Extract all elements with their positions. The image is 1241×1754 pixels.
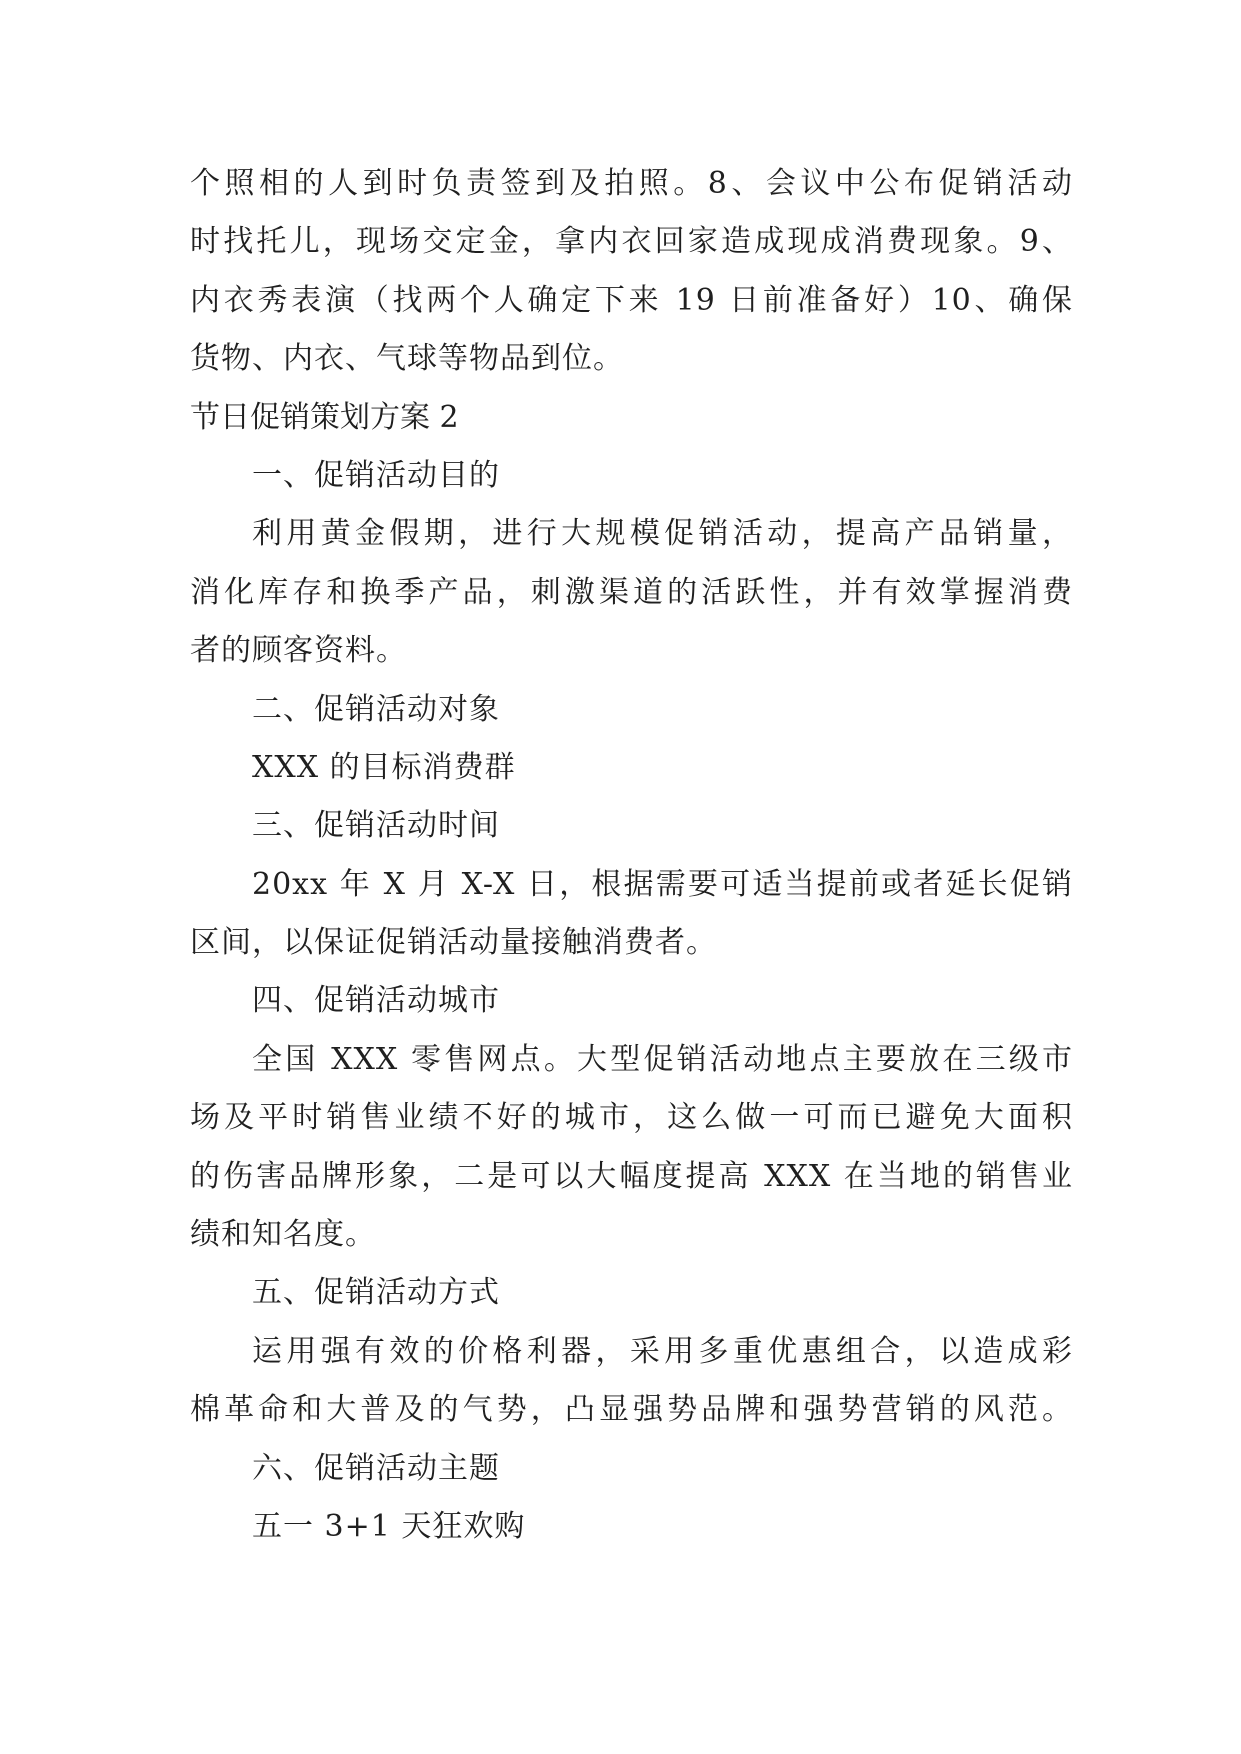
section-heading: 二、促销活动对象	[252, 691, 500, 727]
body-line: 20xx 年 X 月 X-X 日，根据需要可适当提前或者延长促销	[252, 866, 1073, 902]
body-line: 利用黄金假期，进行大规模促销活动，提高产品销量，	[252, 516, 1073, 552]
body-line: 区间，以保证促销活动量接触消费者。	[190, 925, 717, 961]
body-line: 个照相的人到时负责签到及拍照。8、会议中公布促销活动	[190, 166, 1073, 201]
section-heading: 一、促销活动目的	[252, 457, 500, 493]
section-heading: 六、促销活动主题	[252, 1450, 500, 1486]
section-heading: 四、促销活动城市	[252, 983, 500, 1019]
body-line: 货物、内衣、气球等物品到位。	[190, 341, 624, 377]
body-line: 者的顾客资料。	[190, 633, 407, 669]
body-line: 棉革命和大普及的气势，凸显强势品牌和强势营销的风范。	[190, 1392, 1073, 1428]
body-line: XXX 的目标消费群	[252, 749, 516, 785]
body-line: 运用强有效的价格利器，采用多重优惠组合，以造成彩	[252, 1333, 1073, 1369]
document-body	[190, 155, 1073, 1556]
body-line: 场及平时销售业绩不好的城市，这么做一可而已避免大面积	[190, 1100, 1073, 1136]
section-heading: 三、促销活动时间	[252, 808, 500, 844]
body-line: 五一 3+1 天狂欢购	[252, 1508, 526, 1544]
body-line: 时找托儿，现场交定金，拿内衣回家造成现成消费现象。9、	[190, 224, 1073, 260]
body-line: 内衣秀表演（找两个人确定下来 19 日前准备好）10、确保	[190, 282, 1073, 318]
body-line: 全国 XXX 零售网点。大型促销活动地点主要放在三级市	[252, 1041, 1073, 1077]
body-line: 消化库存和换季产品，刺激渠道的活跃性，并有效掌握消费	[190, 574, 1073, 610]
body-line: 绩和知名度。	[190, 1217, 376, 1253]
body-line: 的伤害品牌形象，二是可以大幅度提高 XXX 在当地的销售业	[190, 1158, 1073, 1194]
document-title: 节日促销策划方案 2	[190, 399, 459, 435]
section-heading: 五、促销活动方式	[252, 1275, 500, 1311]
